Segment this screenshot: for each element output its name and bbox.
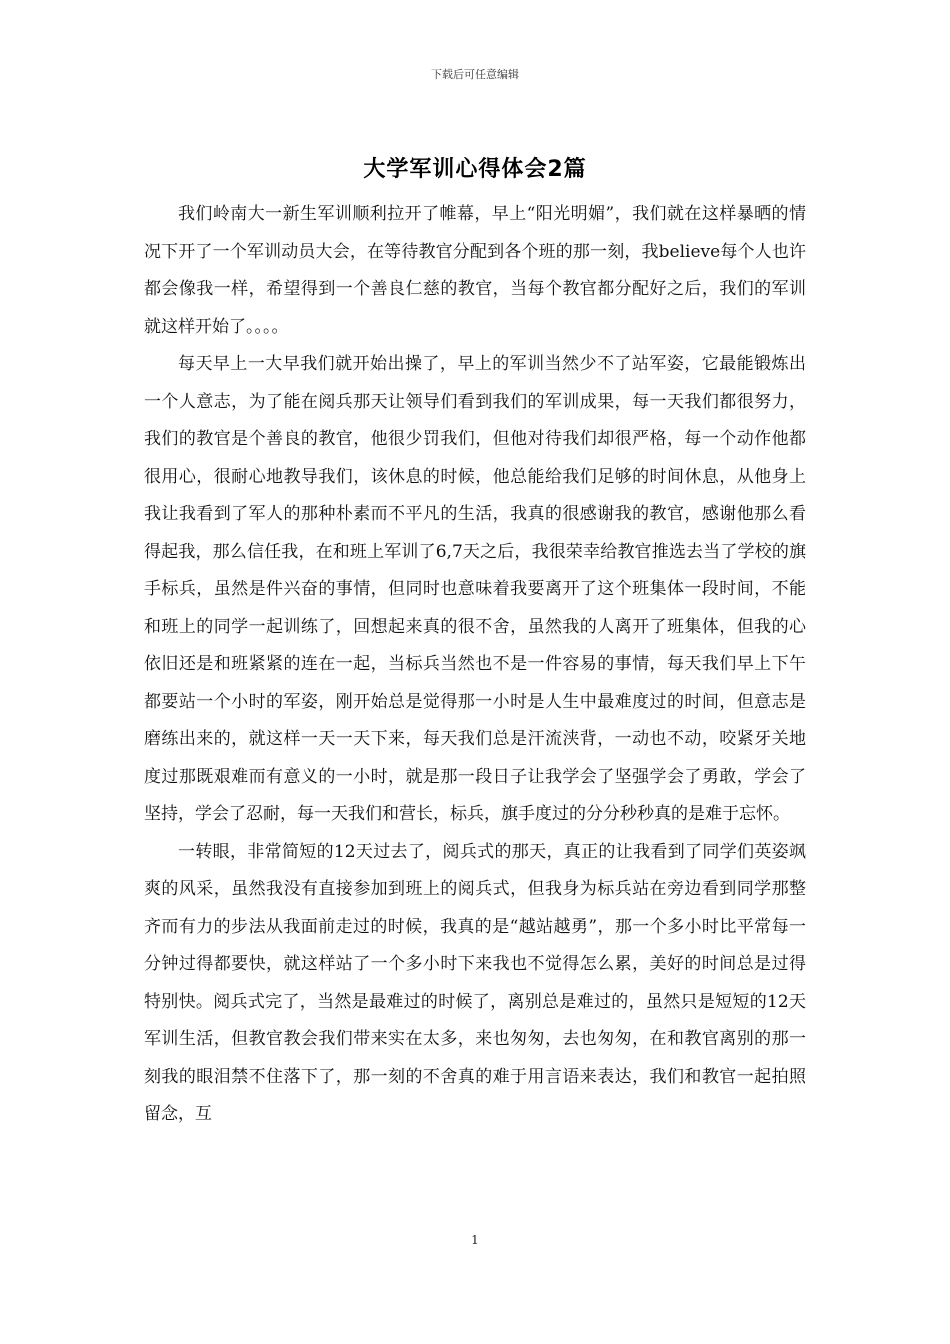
page-header: 下载后可任意编辑 [431,68,519,81]
document-title: 大学军训心得体会2篇 [363,157,587,182]
paragraph: 每天早上一大早我们就开始出操了，早上的军训当然少不了站军姿，它最能锻炼出一个人意志，为了能在阅兵那天让领导们看到我们的军训成果，每一天我们都很努力，我们的教官是个善良的教官，他很少罚我们，但他对待我们却很严格，每一个动作他都很用心，很耐心地教导我们，该休息的时候，他总能给我们足够的时间休息，从他身上我让我看到了军人的那种朴素而不平凡的生活，我真的很感谢我的教官，感谢他那么看得起我，那么信任我，在和班上军训了6,7天之后，我很荣幸给教官推选去当了学校的旗手标兵，虽然是件兴奋的事情，但同时也意味着我要离开了这个班集体一段时间，不能和班上的同学一起训练了，回想起来真的很不舍，虽然我的人离开了班集体，但我的心依旧还是和班紧紧的连在一起，当标兵当然也不是一件容易的事情，每天我们早上下午都要站一个小时的军姿，刚开始总是觉得那一小时是人生中最难度过的时间，但意志是磨练出来的，就这样一天一天下来，每天我们总是汗流浃背，一动也不动，咬紧牙关地度过那既艰难而有意义的一小时，就是那一段日子让我学会了坚强学会了勇敢，学会了坚持，学会了忍耐，每一天我们和营长，标兵，旗手度过的分分秒秒真的是难于忘怀。 [144,354,806,824]
document-body [144,196,806,1134]
paragraph: 我们岭南大一新生军训顺利拉开了帷幕，早上“阳光明媚”，我们就在这样暴晒的情况下开了一个军训动员大会，在等待教官分配到各个班的那一刻，我believe每个人也许都会像我一样，希望得到一个善良仁慈的教官，当每个教官都分配好之后，我们的军训就这样开始了。。。。 [144,204,806,337]
page-number: 1 [471,1233,479,1247]
paragraph: 一转眼，非常简短的12天过去了，阅兵式的那天，真正的让我看到了同学们英姿飒爽的风采，虽然我没有直接参加到班上的阅兵式，但我身为标兵站在旁边看到同学那整齐而有力的步法从我面前走过的时候，我真的是“越站越勇”，那一个多小时比平常每一分钟过得都要快，就这样站了一个多小时下来我也不觉得怎么累，美好的时间总是过得特别快。阅兵式完了，当然是最难过的时候了，离别总是难过的，虽然只是短短的12天军训生活，但教官教会我们带来实在太多，来也匆匆，去也匆匆，在和教官离别的那一刻我的眼泪禁不住落下了，那一刻的不舍真的难于用言语来表达，我们和教官一起拍照留念，互 [144,841,806,1124]
